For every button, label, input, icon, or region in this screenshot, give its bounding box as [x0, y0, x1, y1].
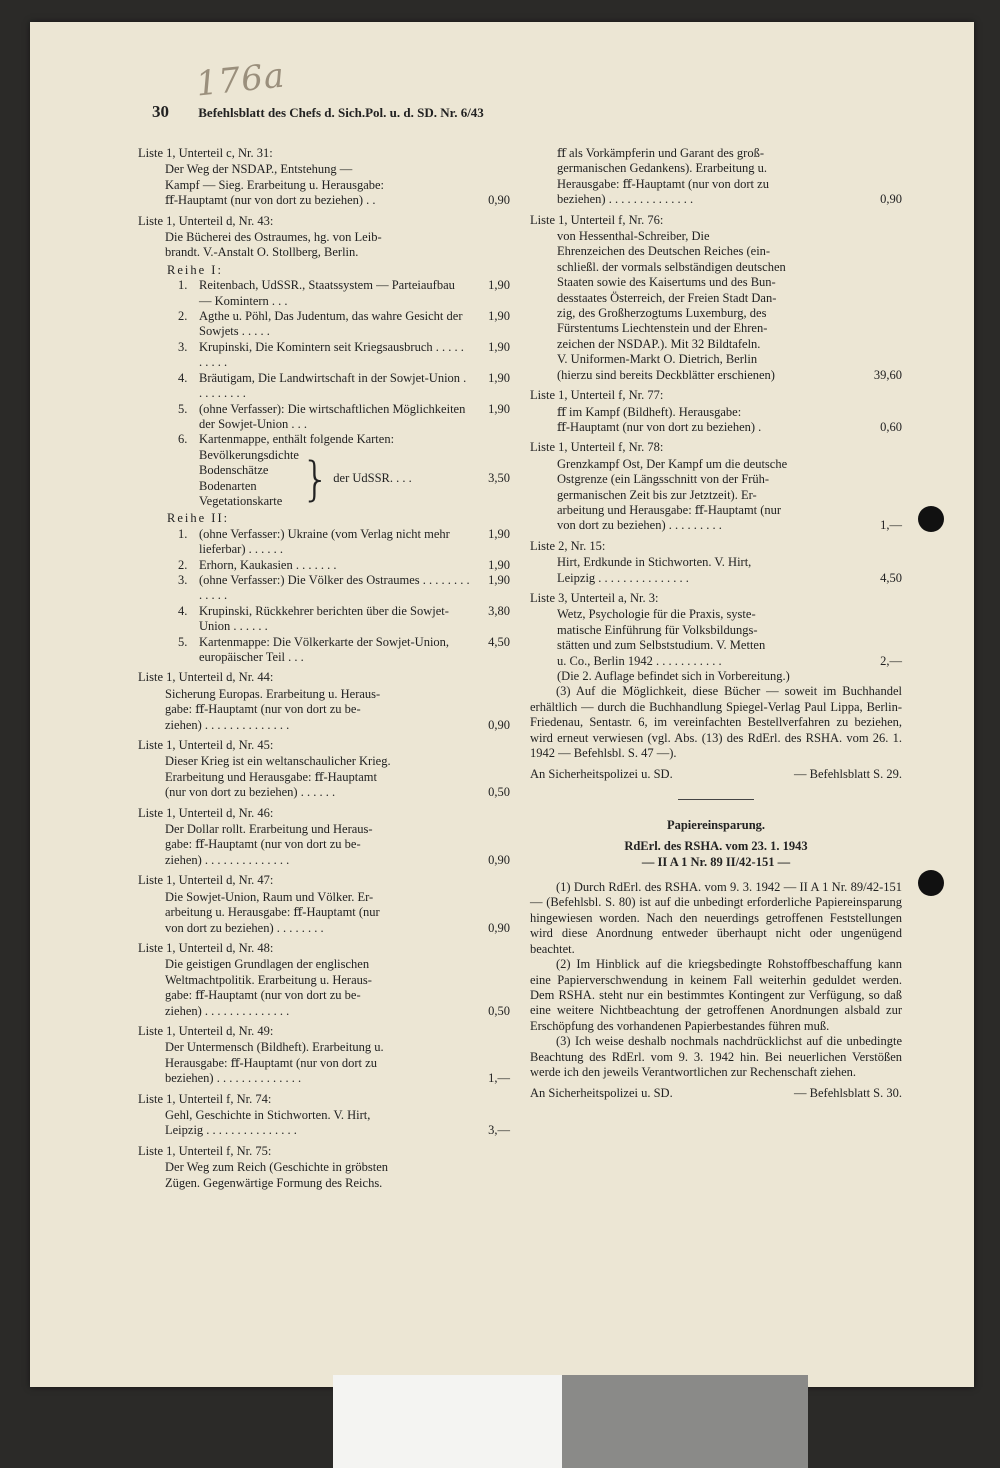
entry-line: Kampf — Sieg. Erarbeitung u. Herausgabe: [165, 177, 385, 192]
entry-line [138, 1123, 510, 1138]
entry-line [138, 921, 510, 936]
entry-line: stätten und zum Selbststudium. V. Metten [557, 638, 766, 653]
entry-line: Die Bücherei des Ostraumes, hg. von Leib- [165, 230, 382, 245]
list-reference: Liste 1, Unterteil f, Nr. 77: [530, 388, 664, 403]
entry-line: zeichen der NSDAP.). Mit 32 Bildtafeln. [557, 336, 761, 351]
entry-line: ﬀ im Kampf (Bildheft). Herausgabe: [557, 404, 742, 419]
listing-entry [138, 738, 510, 801]
item-number: 1. [178, 278, 188, 293]
list-reference: Liste 1, Unterteil f, Nr. 75: [138, 1143, 272, 1158]
entry-line: Der Untermensch (Bildheft). Erarbeitung u. [165, 1040, 384, 1055]
left-column [138, 146, 510, 1196]
entry-line [530, 420, 902, 435]
listing-entry [138, 214, 510, 261]
entry-line: germanischen Zeit bis zur Jetztzeit). Er- [557, 487, 757, 502]
item-number: 2. [178, 309, 188, 324]
price: 1,90 [488, 401, 510, 416]
price [470, 432, 510, 447]
entry-line: gabe: ﬀ-Hauptamt (nur von dort zu be- [165, 837, 361, 852]
paragraph: (3) Ich weise deshalb nochmals nachdrücklichst auf die unbedingte Beachtung des RdErl. vom 9. 3. 1942 hin. Bei neuerlichen Verstößen werde ich den jeweils Verantwortlichen zur Rechenschaft ziehen. [530, 1034, 902, 1079]
listing-entry [138, 806, 510, 869]
series-item [138, 558, 510, 573]
decree-reference: RdErl. des RSHA. vom 23. 1. 1943 [624, 839, 808, 854]
entry-line: Zügen. Gegenwärtige Formung des Reichs. [165, 1175, 383, 1190]
entry-line: gabe: ﬀ-Hauptamt (nur von dort zu be- [165, 702, 361, 717]
entry-line: desstaates Österreich, der Freien Stadt Dan- [557, 290, 777, 305]
item-text: (ohne Verfasser:) Die Völker des Ostraumes . . . . . . . . . . . . . [199, 572, 470, 603]
listing-entry [138, 873, 510, 936]
entry-text: ziehen) . . . . . . . . . . . . . . [165, 852, 290, 867]
series-item [138, 573, 510, 604]
entry-line: V. Uniformen-Markt O. Dietrich, Berlin [557, 352, 758, 367]
paragraph: (1) Durch RdErl. des RSHA. vom 9. 3. 1942 — II A 1 Nr. 89/42-151 — (Befehlsbl. S. 80) ist auf die unbedingt erforderliche Papiereinsparung hingewiesen worden. Nach den neuerdings getroffenen Feststellungen wird diese Anordnung entweder überhaupt nicht oder ungenügend beachtet. [530, 880, 902, 956]
list-reference: Liste 1, Unterteil c, Nr. 31: [138, 146, 273, 160]
entry-line: ﬀ als Vorkämpferin und Garant des groß- [557, 146, 764, 160]
price: 3,— [488, 1123, 510, 1138]
price: 3,80 [488, 603, 510, 618]
series-label: Reihe II: [167, 511, 230, 526]
item-text: Reitenbach, UdSSR., Staatssystem — Parteiaufbau — Komintern . . . [199, 278, 455, 308]
list-reference: Liste 1, Unterteil d, Nr. 49: [138, 1023, 274, 1038]
item-text: (ohne Verfasser): Die wirtschaftlichen Möglichkeiten der Sowjet-Union . . . [199, 401, 466, 431]
item-number: 3. [178, 572, 188, 587]
map-folder-contents [138, 448, 510, 510]
entry-line [530, 368, 902, 383]
price: 0,90 [488, 717, 510, 732]
page-header [152, 102, 712, 122]
series-item [138, 635, 510, 666]
entry-line: Wetz, Psychologie für die Praxis, syste- [557, 607, 756, 622]
price: 4,50 [488, 634, 510, 649]
item-text: Bräutigam, Die Landwirtschaft in der Sowjet-Union . . . . . . . . . [199, 370, 467, 401]
item-text: Krupinski, Rückkehrer berichten über die Sowjet-Union . . . . . . [199, 603, 449, 634]
entry-line: Gehl, Geschichte in Stichworten. V. Hirt, [165, 1107, 371, 1122]
series-item [138, 340, 510, 371]
list-reference: Liste 1, Unterteil f, Nr. 74: [138, 1091, 272, 1106]
entry-text: Leipzig . . . . . . . . . . . . . . . [165, 1123, 297, 1138]
list-reference: Liste 1, Unterteil d, Nr. 48: [138, 940, 274, 955]
price: 2,— [880, 653, 902, 668]
paragraph: (2) Im Hinblick auf die kriegsbedingte Rohstoffbeschaffung kann eine Papierverschwendung in keinem Fall weiterhin geduldet werden. Dem RSHA. steht nur ein bestimmtes Kontingent zur Verfügung, so daß eine weitere Nichtbeachtung der getroffenen Anordnungen alsbald zur Erschöpfung des vorhandenen Papierbestandes führen muß. [530, 957, 902, 1033]
item-number: 2. [178, 557, 188, 572]
signature-line [530, 1086, 902, 1101]
entry-text: ziehen) . . . . . . . . . . . . . . [165, 1003, 290, 1018]
item-number: 4. [178, 603, 188, 618]
entry-line: Dieser Krieg ist ein weltanschaulicher Krieg. [165, 754, 391, 769]
series-item [138, 309, 510, 340]
item-number: 4. [178, 370, 188, 385]
list-reference: Liste 1, Unterteil f, Nr. 76: [530, 212, 664, 227]
listing-entry [138, 941, 510, 1019]
entry-line [138, 1004, 510, 1019]
addressee: An Sicherheitspolizei u. SD. [530, 767, 673, 782]
map-name: Bodenarten [199, 478, 257, 493]
entry-line: Sicherung Europas. Erarbeitung u. Heraus- [165, 686, 381, 701]
listing-entry [138, 146, 510, 209]
price: 0,90 [488, 193, 510, 208]
handwritten-annotation: 176a [194, 55, 288, 105]
signature-line [530, 767, 902, 782]
entry-line: Der Dollar rollt. Erarbeitung und Heraus- [165, 822, 373, 837]
entry-line: Die Sowjet-Union, Raum und Völker. Er- [165, 889, 374, 904]
entry-line: Hirt, Erdkunde in Stichworten. V. Hirt, [557, 555, 752, 570]
price: 0,50 [488, 785, 510, 800]
price: 1,90 [488, 572, 510, 587]
price: 1,— [488, 1071, 510, 1086]
map-name: Bodenschätze [199, 463, 269, 478]
entry-text: beziehen) . . . . . . . . . . . . . . [557, 192, 694, 207]
gazette-reference: — Befehlsblatt S. 29. [794, 767, 902, 782]
price: 0,50 [488, 1003, 510, 1018]
series-item [138, 527, 510, 558]
paragraph: (3) Auf die Möglichkeit, diese Bücher — soweit im Buchhandel erhältlich — durch die Buchhandlung Spiegel-Verlag Paul Lippa, Berlin-Friedenau, Sentastr. 6, im vereinfachten Bestellverfahren zu beziehen, wird erneut verwiesen (vgl. Abs. (13) des RdErl. des RSHA. vom 26. 1. 1942 — Befehlsbl. S. 47 —). [530, 684, 902, 761]
price: 1,90 [488, 309, 510, 324]
entry-text: beziehen) . . . . . . . . . . . . . . [165, 1071, 302, 1086]
entry-line: Grenzkampf Ost, Der Kampf um die deutsche [557, 456, 788, 471]
spacer [138, 1191, 510, 1196]
price: 0,90 [880, 192, 902, 207]
list-reference: Liste 3, Unterteil a, Nr. 3: [530, 590, 659, 605]
entry-line: zig, des Großherzogtums Luxemburg, des [557, 306, 767, 321]
entry-text: (hierzu sind bereits Deckblätter erschienen) [557, 367, 775, 382]
listing-entry [530, 539, 902, 586]
listing-entry [138, 1024, 510, 1087]
entry-line [138, 718, 510, 733]
listing-entry [138, 1144, 510, 1191]
list-reference: Liste 1, Unterteil d, Nr. 43: [138, 213, 274, 228]
price: 1,90 [488, 557, 510, 572]
series-list [138, 278, 510, 447]
price: 1,90 [488, 278, 510, 293]
entry-text: ziehen) . . . . . . . . . . . . . . [165, 717, 290, 732]
listing-entry [530, 213, 902, 383]
entry-text: ﬀ-Hauptamt (nur von dort zu beziehen) . [557, 419, 762, 434]
gazette-reference: — Befehlsblatt S. 30. [794, 1086, 902, 1101]
listing-entry [138, 670, 510, 733]
entry-line: von Hessenthal-Schreiber, Die [557, 229, 710, 244]
series-item [138, 278, 510, 309]
item-number: 5. [178, 634, 188, 649]
listing-entry [530, 591, 902, 669]
price: 0,60 [880, 419, 902, 434]
listing-entry [530, 440, 902, 533]
entry-text: von dort zu beziehen) . . . . . . . . . [557, 518, 722, 533]
entry-line [530, 192, 902, 207]
price: 3,50 [488, 470, 510, 485]
item-text: Kartenmappe: Die Völkerkarte der Sowjet-Union, europäischer Teil . . . [199, 634, 450, 664]
section-divider [678, 799, 754, 800]
item-number: 5. [178, 401, 188, 416]
entry-text: ﬀ-Hauptamt (nur von dort zu beziehen) . . [165, 193, 376, 208]
edition-note: (Die 2. Auflage befindet sich in Vorbereitung.) [557, 669, 790, 683]
entry-line: Herausgabe: ﬀ-Hauptamt (nur von dort zu [557, 176, 769, 191]
listing-entry [138, 1092, 510, 1139]
series-item [138, 604, 510, 635]
gray-calibration-strip [562, 1375, 808, 1468]
price: 1,— [880, 518, 902, 533]
white-calibration-strip [333, 1375, 562, 1468]
entry-line [530, 654, 902, 669]
map-description: der UdSSR. . . . [333, 470, 412, 485]
item-text: Kartenmappe, enthält folgende Karten: [199, 432, 395, 447]
entry-line: arbeitung u. Herausgabe: ﬀ-Hauptamt (nur [165, 905, 380, 920]
list-reference: Liste 1, Unterteil d, Nr. 44: [138, 670, 274, 685]
entry-line: matische Einführung für Volksbildungs- [557, 622, 758, 637]
entry-line: Fürstentums Liechtenstein und der Ehren- [557, 321, 768, 336]
price: 4,50 [880, 570, 902, 585]
map-list [199, 448, 299, 510]
entry-line: Herausgabe: ﬀ-Hauptamt (nur von dort zu [165, 1055, 377, 1070]
section-title: Papiereinsparung. [666, 817, 766, 832]
series-list [138, 527, 510, 666]
publication-title: Befehlsblatt des Chefs d. Sich.Pol. u. d. SD. Nr. 6/43 [198, 105, 484, 120]
item-text: Agthe u. Pöhl, Das Judentum, das wahre Gesicht der Sowjets . . . . . [199, 309, 463, 339]
decree-number: — II A 1 Nr. 89 II/42-151 — [641, 854, 791, 869]
right-column [530, 146, 902, 1102]
list-reference: Liste 1, Unterteil d, Nr. 46: [138, 805, 274, 820]
brace: } [300, 451, 331, 506]
series-item [138, 402, 510, 433]
entry-line: Der Weg zum Reich (Geschichte in gröbsten [165, 1160, 388, 1175]
punch-hole [918, 506, 944, 532]
listing-entry [530, 146, 902, 208]
page-number: 30 [152, 102, 169, 121]
price: 0,90 [488, 852, 510, 867]
punch-hole [918, 870, 944, 896]
price: 39,60 [873, 367, 902, 382]
entry-text: von dort zu beziehen) . . . . . . . . [165, 920, 324, 935]
price: 1,90 [488, 370, 510, 385]
entry-line [530, 571, 902, 586]
entry-line: Ostgrenze (ein Längsschnitt von der Früh- [557, 472, 770, 487]
entry-line [138, 785, 510, 800]
entry-line [138, 1071, 510, 1086]
list-reference: Liste 1, Unterteil f, Nr. 78: [530, 440, 664, 455]
entry-line: arbeitung und Herausgabe: ﬀ-Hauptamt (nur [557, 502, 782, 517]
entry-line: brandt. V.-Anstalt O. Stollberg, Berlin. [165, 245, 359, 260]
item-text: Krupinski, Die Komintern seit Kriegsausbruch . . . . . . . . . . [199, 339, 464, 370]
item-number: 3. [178, 339, 188, 354]
series-label: Reihe I: [167, 262, 223, 277]
entry-line: schließl. der vormals selbständigen deutschen [557, 259, 786, 274]
entry-line: Die geistigen Grundlagen der englischen [165, 957, 370, 972]
price: 1,90 [488, 339, 510, 354]
entry-line: Weltmachtpolitik. Erarbeitung u. Heraus- [165, 972, 372, 987]
entry-line: Staaten sowie des Kaisertums und des Bun- [557, 275, 776, 290]
entry-line: gabe: ﬀ-Hauptamt (nur von dort zu be- [165, 988, 361, 1003]
price: 0,90 [488, 920, 510, 935]
list-reference: Liste 2, Nr. 15: [530, 538, 606, 553]
entry-line: germanischen Gedankens). Erarbeitung u. [557, 161, 767, 176]
addressee: An Sicherheitspolizei u. SD. [530, 1086, 673, 1101]
list-reference: Liste 1, Unterteil d, Nr. 45: [138, 738, 274, 753]
map-name: Vegetationskarte [199, 493, 283, 508]
entry-text: u. Co., Berlin 1942 . . . . . . . . . . . [557, 653, 722, 668]
item-text: Erhorn, Kaukasien . . . . . . . [199, 557, 337, 572]
entry-text: (nur von dort zu beziehen) . . . . . . [165, 785, 336, 800]
entry-line [138, 853, 510, 868]
item-text: (ohne Verfasser:) Ukraine (vom Verlag nicht mehr lieferbar) . . . . . . [199, 526, 450, 557]
price: 1,90 [488, 526, 510, 541]
entry-line [138, 193, 510, 208]
entry-line: Erarbeitung und Herausgabe: ﬀ-Hauptamt [165, 769, 377, 784]
entry-line [530, 518, 902, 533]
item-number: 1. [178, 526, 188, 541]
entry-line: Der Weg der NSDAP., Entstehung — [165, 162, 353, 177]
entry-line: Ehrenzeichen des Deutschen Reiches (ein- [557, 244, 771, 259]
series-item [138, 371, 510, 402]
list-reference: Liste 1, Unterteil d, Nr. 47: [138, 873, 274, 888]
series-item [138, 432, 510, 447]
map-name: Bevölkerungsdichte [199, 447, 299, 462]
entry-text: Leipzig . . . . . . . . . . . . . . . [557, 570, 689, 585]
item-number: 6. [178, 432, 188, 447]
listing-entry [530, 388, 902, 435]
